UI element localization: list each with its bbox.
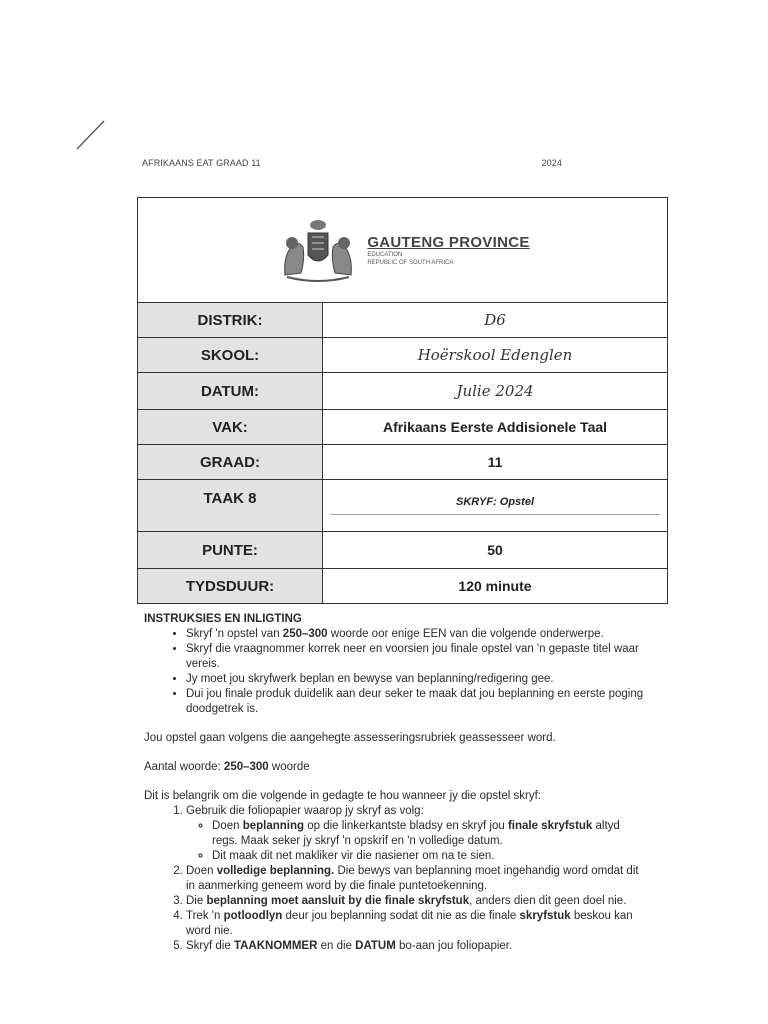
instructions-heading: INSTRUKSIES EN INLIGTING [144,613,302,625]
text: en die [317,940,356,952]
instruction-item: • Dui jou finale produk duidelik aan deur seker te maak dat jou beplanning en eerste poging doodgetrek is. [186,687,644,717]
text: Doen [186,865,217,877]
label-taak: TAAK 8 [138,480,323,531]
coat-of-arms-icon [275,215,361,285]
text-bold: DATUM [355,940,396,952]
reminder-item [186,864,644,894]
text: Die bewys van beplanning moet ingehandig word omdat dit in aanmerking geneem word by die finale puntetoekenning. [186,865,639,892]
brand-sub-country: REPUBLIC OF SOUTH AFRICA [367,259,454,266]
row-vak [138,410,667,445]
reminder-subitem: ◦ Dit maak dit net makliker vir die nasiener om na te sien. [212,849,644,864]
row-graad [138,445,667,480]
word-count-note [144,760,644,775]
text: bo-aan jou foliopapier. [395,940,513,952]
brand-sub-education: EDUCATION [367,251,403,258]
text-bold: 250–300 [282,628,328,640]
row-punte [138,532,667,569]
instruction-item: • Jy moet jou skryfwerk beplan en bewyse van beplanning/redigering gee. [186,672,644,687]
text-bold: skryfstuk [519,910,571,922]
page-header [142,158,562,168]
text-bold: 250–300 [223,761,269,773]
value-vak: Afrikaans Eerste Addisionele Taal [382,419,608,435]
value-skool: Hoërskool Edenglen [417,346,573,364]
value-taak: SKRYF: Opstel [455,496,535,508]
text-bold: beplanning moet aansluit by die finale skryfstuk [206,895,470,907]
text: op die linkerkantste bladsy en skryf jou [304,820,508,832]
text-bold: beplanning [242,820,305,832]
reminder-intro: Dit is belangrik om die volgende in gedagte te hou wanneer jy die opstel skryf: [144,790,541,802]
label-distrik: DISTRIK: [138,303,323,337]
value-punte: 50 [487,542,503,558]
reminder-subitem [212,819,644,849]
pen-stroke-mark [74,118,108,152]
text-bold: potloodlyn [223,910,283,922]
row-taak [138,480,667,532]
text: Die [186,895,207,907]
text: altyd regs. Maak seker jy skryf 'n opskrif en 'n volledige datum. [212,820,620,847]
text-bold: volledige beplanning. [216,865,335,877]
label-graad: GRAAD: [138,445,323,479]
text: Skryf die [186,940,234,952]
value-taak-wrap [323,480,667,531]
instructions-list [144,627,644,717]
text: woorde [268,761,310,773]
reminder-item [186,804,644,864]
value-tydsduur: 120 minute [458,578,532,594]
row-datum [138,373,667,410]
reminder-item [186,939,644,954]
reminder-item [186,909,644,939]
taak-divider [330,514,660,515]
text: Doen [212,820,243,832]
text: Gebruik die foliopapier waarop jy skryf as volg: [186,805,424,817]
text-bold: finale skryfstuk [507,820,593,832]
text: , anders dien dit geen doel nie. [469,895,627,907]
row-tydsduur [138,569,667,603]
text: Trek 'n [186,910,224,922]
label-skool: SKOOL: [138,338,323,372]
text: woorde oor enige EEN van die volgende onderwerpe. [327,628,604,640]
reminder-sublist [186,819,644,864]
text: Aantal woorde: [144,761,224,773]
text-bold: TAAKNOMMER [233,940,318,952]
header-year: 2024 [541,158,562,168]
reminder-item [186,894,644,909]
reminder-list [144,804,644,954]
value-graad: 11 [487,454,503,470]
label-datum: DATUM: [138,373,323,409]
label-vak: VAK: [138,410,323,444]
label-tydsduur: TYDSDUUR: [138,569,323,603]
text: beskou kan word nie. [186,910,633,937]
instructions-body [144,612,644,954]
text: Skryf 'n opstel van [186,628,283,640]
text: deur jou beplanning sodat dit nie as die finale [282,910,520,922]
row-distrik [138,303,667,338]
value-distrik: D6 [484,311,506,329]
logo-area [138,198,667,303]
header-subject: AFRIKAANS EAT GRAAD 11 [142,158,261,168]
brand-title: GAUTENG PROVINCE [367,233,530,251]
assessment-note: Jou opstel gaan volgens die aangehegte assesseringsrubriek geassesseer word. [144,732,556,744]
instruction-item: • Skryf die vraagnommer korrek neer en voorsien jou finale opstel van 'n gepaste titel waar vereis. [186,642,644,672]
cover-table [137,197,668,604]
label-punte: PUNTE: [138,532,323,568]
instruction-item [186,627,644,642]
value-datum: Julie 2024 [456,382,534,400]
row-skool [138,338,667,373]
